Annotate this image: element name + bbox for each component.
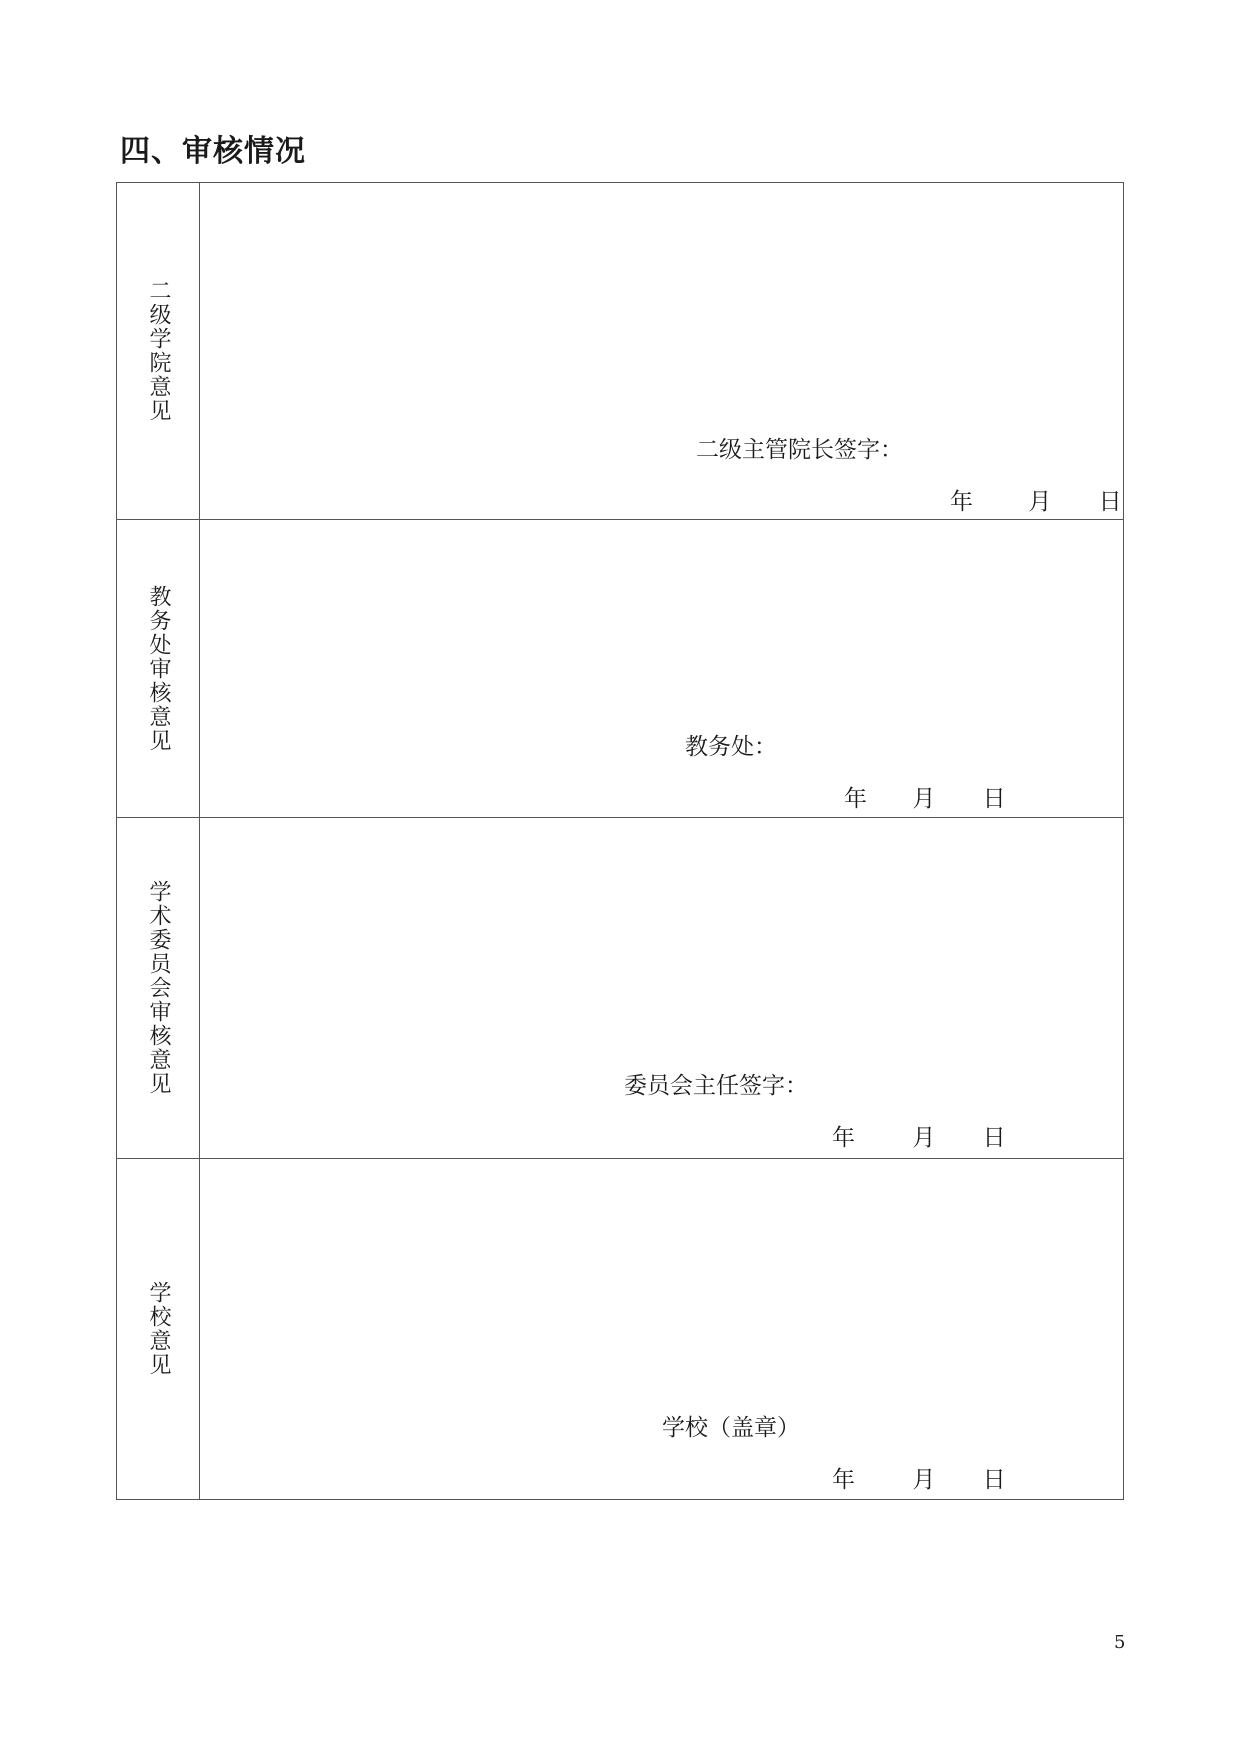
row-label-cell: [117, 183, 200, 520]
signature-label: 委员会主任签字：: [624, 1073, 808, 1099]
date-line: [950, 483, 1122, 516]
date-year: 年: [832, 1125, 855, 1151]
opinion-area[interactable]: [200, 520, 1124, 818]
date-day: 日: [982, 1467, 1006, 1493]
date-month: 月: [912, 1125, 936, 1151]
signature-label: 学校（盖章）: [662, 1415, 800, 1441]
date-line: [844, 780, 1006, 813]
date-line: [832, 1119, 1006, 1152]
opinion-area[interactable]: [200, 1159, 1124, 1500]
date-day: 日: [982, 1125, 1006, 1151]
review-row-school: [117, 1159, 1124, 1500]
signature-label: 教务处：: [685, 734, 777, 760]
row-label-cell: [117, 1159, 200, 1500]
section-title: 四、审核情况: [120, 134, 306, 169]
date-day: 日: [1098, 489, 1122, 515]
review-table: [116, 182, 1124, 1500]
date-line: [832, 1461, 1006, 1494]
opinion-area[interactable]: [200, 818, 1124, 1159]
row-label: 学术委员会审核意见: [146, 880, 171, 1096]
opinion-area[interactable]: [200, 183, 1124, 520]
date-month: 月: [912, 1467, 936, 1493]
date-year: 年: [844, 786, 867, 812]
row-label-cell: [117, 520, 200, 818]
signature-label: 二级主管院长签字：: [696, 437, 903, 463]
review-row-academic-affairs: [117, 520, 1124, 818]
row-label-cell: [117, 818, 200, 1159]
page-number: 5: [1114, 1632, 1126, 1653]
review-row-academic-committee: [117, 818, 1124, 1159]
row-label: 学校意见: [146, 1281, 171, 1377]
date-day: 日: [982, 786, 1006, 812]
row-label: 二级学院意见: [146, 279, 171, 423]
date-year: 年: [950, 489, 973, 515]
date-month: 月: [912, 786, 936, 812]
review-row-college: [117, 183, 1124, 520]
date-year: 年: [832, 1467, 855, 1493]
row-label: 教务处审核意见: [146, 584, 171, 753]
date-month: 月: [1028, 489, 1052, 515]
